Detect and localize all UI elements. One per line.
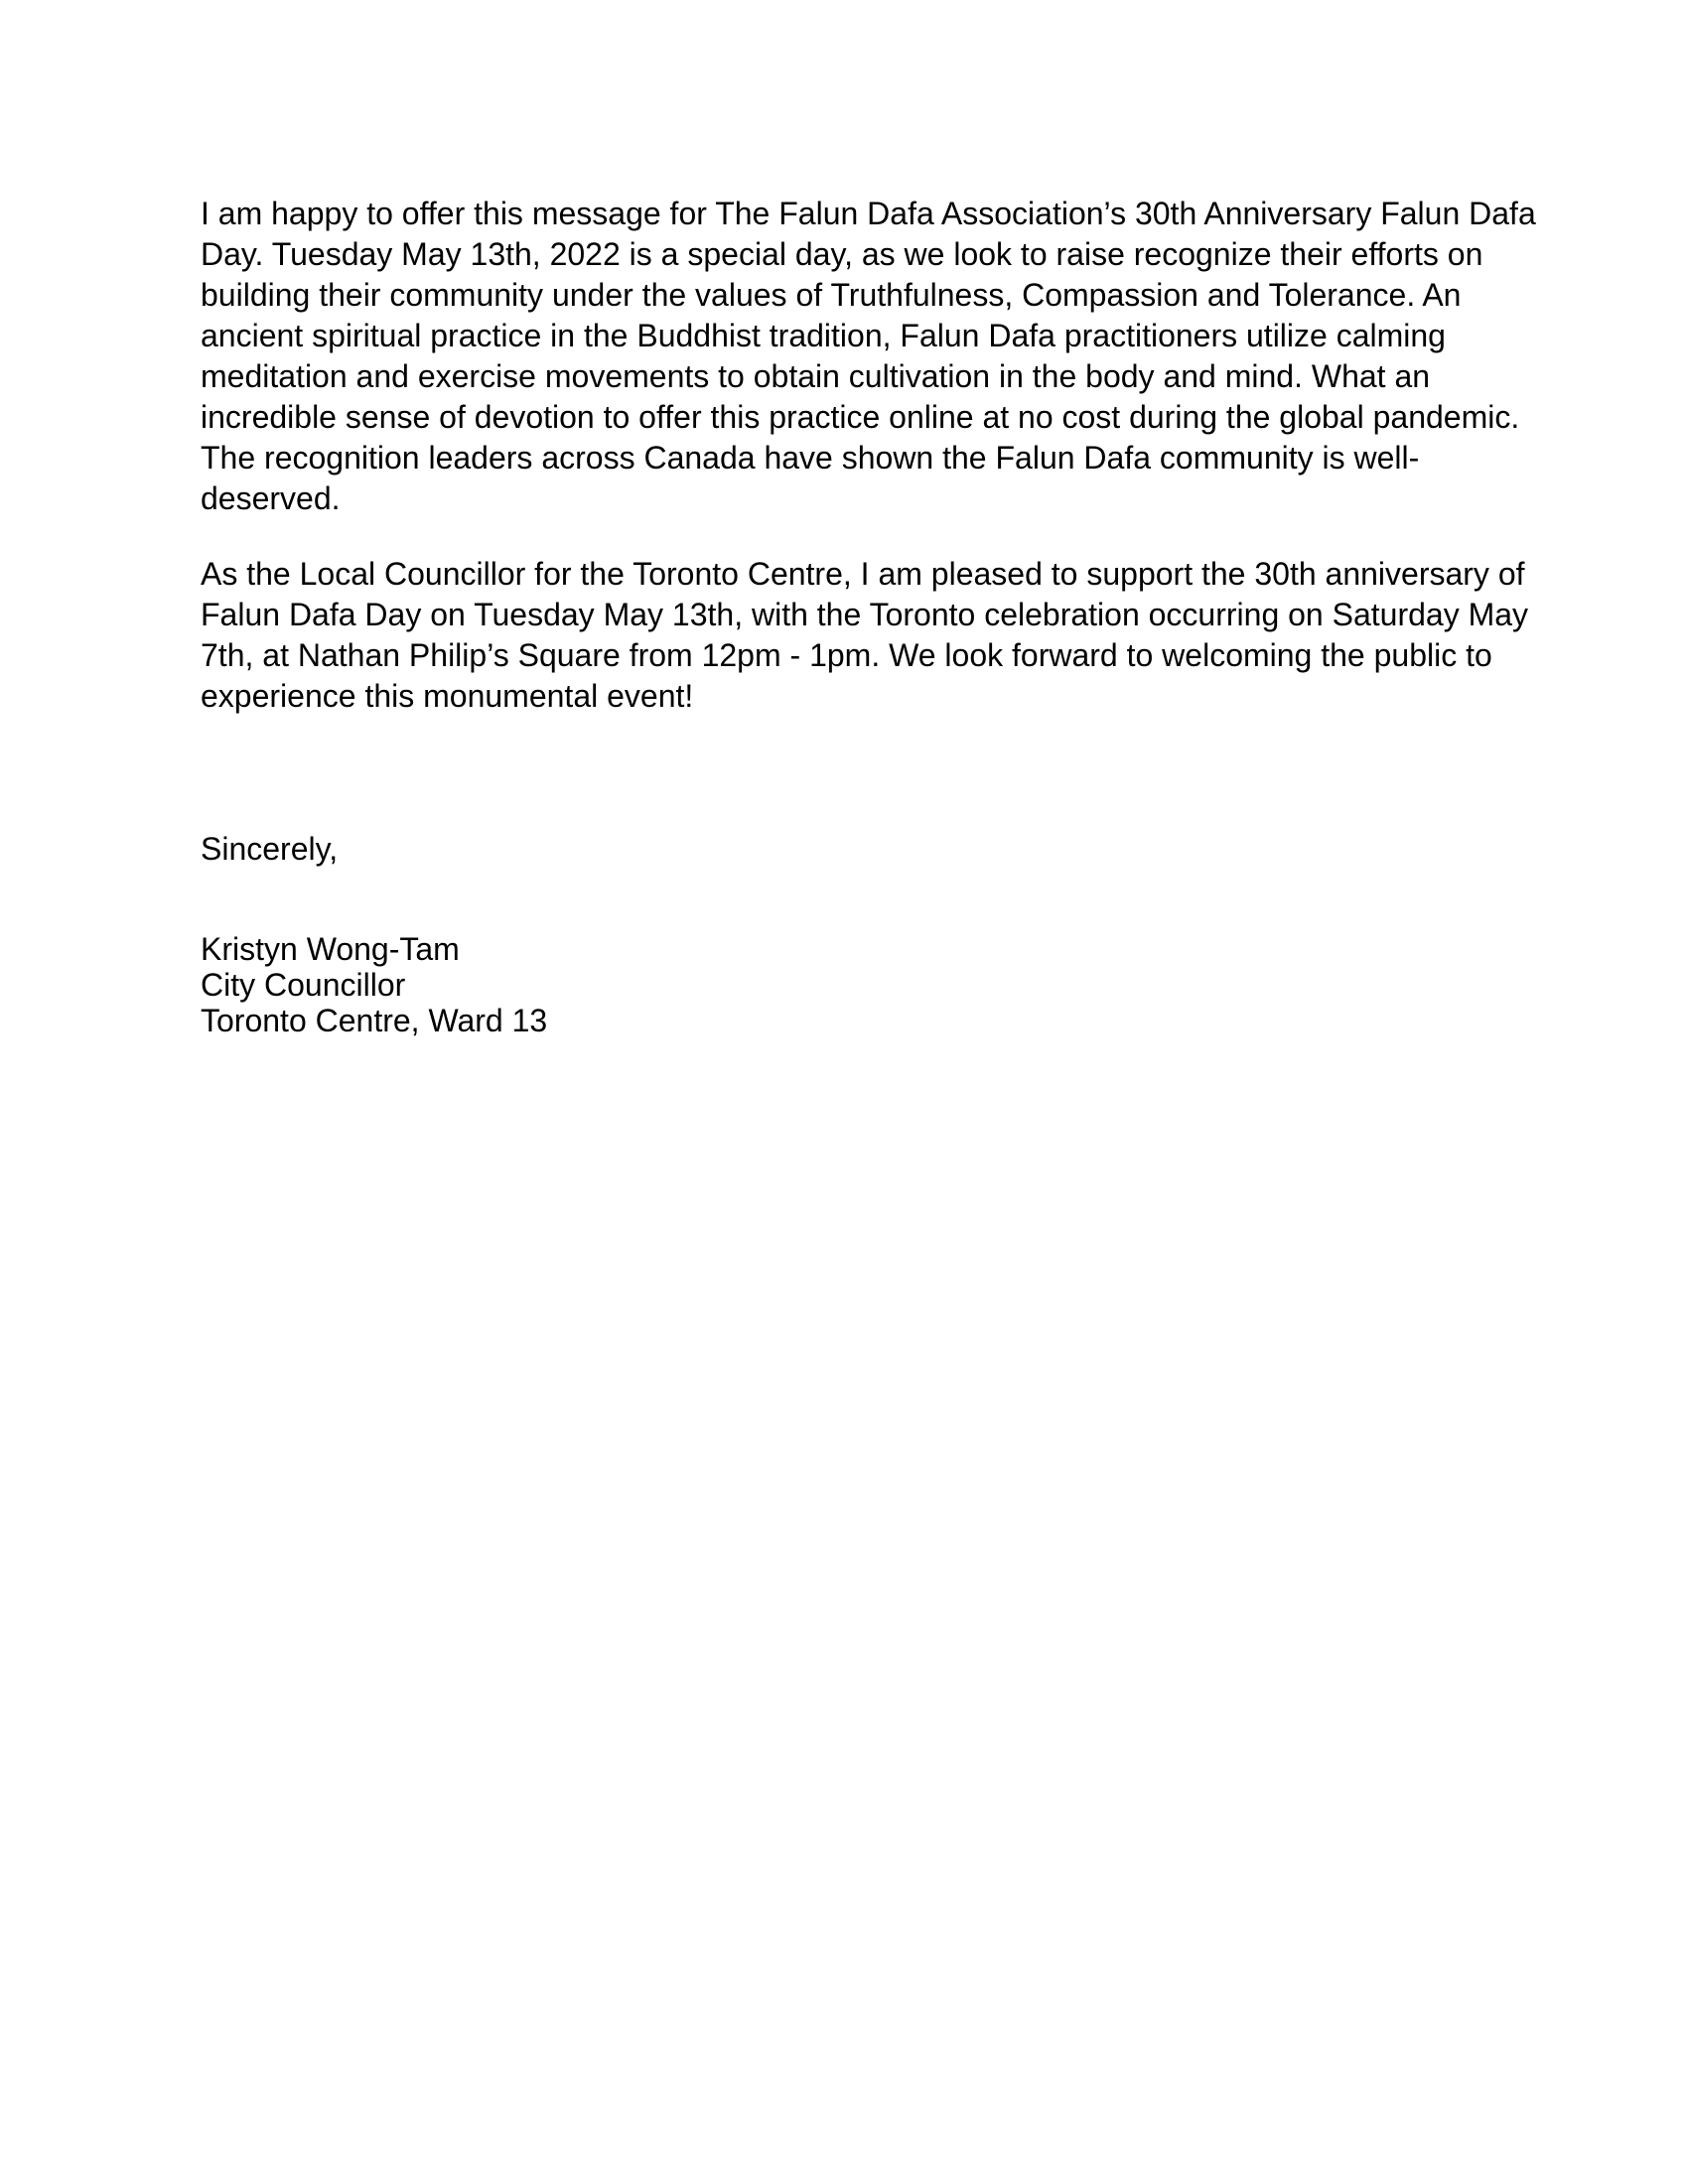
paragraph-1 [201,194,1536,519]
text-line: Falun Dafa Day on Tuesday May 13th, with the Toronto celebration occurring on Saturday May [201,597,1529,632]
signature-ward: Toronto Centre, Ward 13 [201,1003,548,1038]
text-line: As the Local Councillor for the Toronto Centre, I am pleased to support the 30th anniversary of [201,556,1525,592]
text-line: deserved. [201,480,341,516]
text-line: Day. Tuesday May 13th, 2022 is a special day, as we look to raise recognize their efforts on [201,236,1483,272]
signature-block [201,931,1511,1038]
signature-title: City Councillor [201,967,406,1003]
text-line: building their community under the values of Truthfulness, Compassion and Tolerance. An [201,277,1462,313]
text-line: 7th, at Nathan Philip’s Square from 12pm - 1pm. We look forward to welcoming the public to [201,637,1492,673]
text-line: experience this monumental event! [201,678,694,714]
text-line: incredible sense of devotion to offer this practice online at no cost during the global pandemic. [201,399,1520,435]
text-line: The recognition leaders across Canada have shown the Falun Dafa community is well- [201,440,1420,476]
text-line: I am happy to offer this message for The Falun Dafa Association’s 30th Anniversary Falun Dafa [201,196,1536,231]
signature-name: Kristyn Wong-Tam [201,931,460,967]
text-line: meditation and exercise movements to obtain cultivation in the body and mind. What an [201,358,1431,394]
closing-salutation: Sincerely, [201,831,339,867]
paragraph-2 [201,554,1529,717]
text-line: ancient spiritual practice in the Buddhist tradition, Falun Dafa practitioners utilize calming [201,318,1446,353]
letter-body [201,194,1536,1038]
